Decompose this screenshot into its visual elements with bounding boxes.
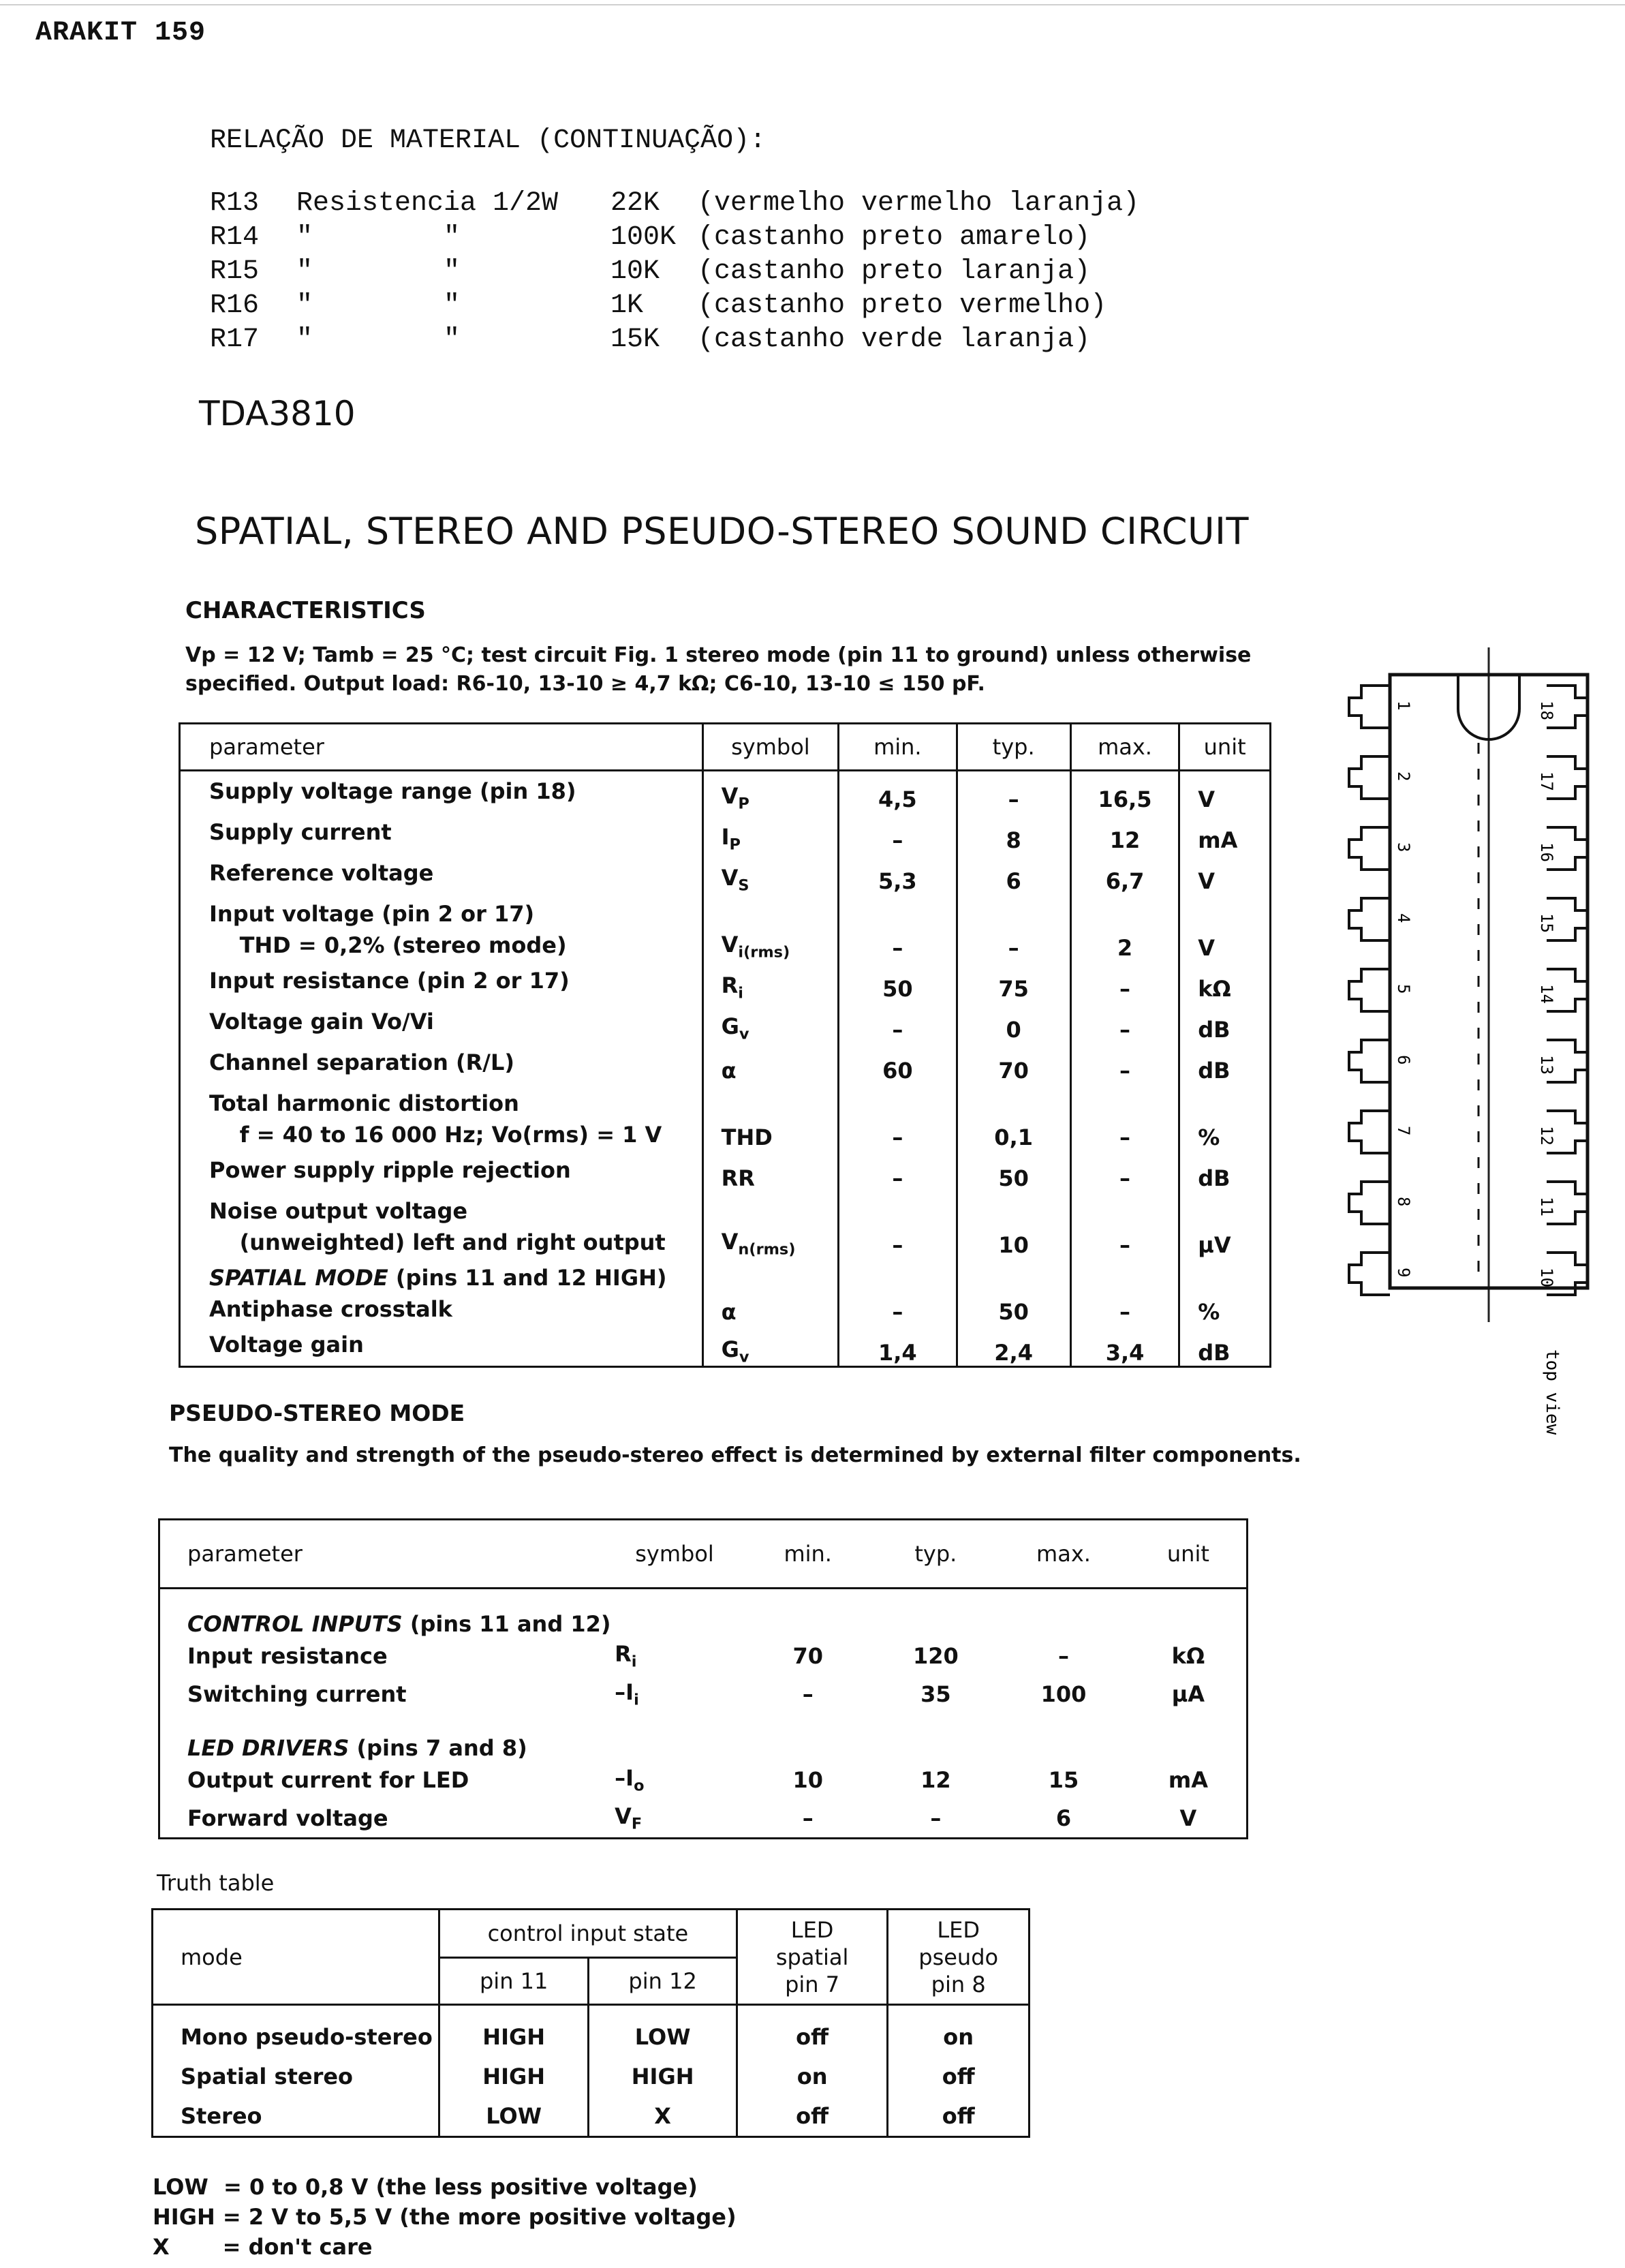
row-typ: 50	[957, 1150, 1070, 1191]
row-typ: 2,4	[957, 1325, 1070, 1367]
group-title: CONTROL INPUTS (pins 11 and 12)	[187, 1611, 611, 1637]
row-min: 4,5	[839, 771, 957, 813]
col-max: max.	[997, 1520, 1130, 1589]
col-parameter: parameter	[180, 724, 703, 771]
row-parameter: SPATIAL MODE (pins 11 and 12 HIGH) Antiphase crosstalk	[180, 1258, 703, 1325]
characteristics-table	[179, 722, 1271, 1368]
pin-number: 1	[1394, 701, 1413, 711]
row-parameter: Power supply ripple rejection	[180, 1150, 703, 1191]
row-parameter: Reference voltage	[180, 853, 703, 894]
material-desc: " "	[296, 222, 461, 253]
material-colors: (vermelho vermelho laranja)	[698, 188, 1140, 219]
col-min: min.	[839, 724, 957, 771]
right-pins	[1537, 686, 1588, 1295]
table-row	[153, 2057, 1030, 2096]
material-desc: Resistencia 1/2W	[296, 188, 559, 219]
row-min: –	[839, 1084, 957, 1150]
row-typ: 120	[912, 1643, 959, 1669]
truth-p12: HIGH	[589, 2057, 737, 2096]
legend-x: X = don't care	[153, 2234, 373, 2260]
pin-lead	[1349, 1253, 1390, 1295]
row-symbol: $R_i$	[702, 961, 839, 1002]
row-typ: 75	[957, 961, 1070, 1002]
material-ref: R16	[210, 290, 260, 321]
row-parameter: Supply current	[180, 812, 703, 853]
col-parameter: parameter	[159, 1520, 608, 1589]
pin-lead	[1349, 756, 1390, 799]
row-typ: 35	[920, 1681, 951, 1707]
row-parameter: Input voltage (pin 2 or 17) THD = 0,2% (stereo mode)	[180, 894, 703, 961]
table-row	[159, 1799, 1248, 1839]
conditions-line-1: Vp = 12 V; Tamb = 25 °C; test circuit Fig. 1 stereo mode (pin 11 to ground) unless otherwise	[185, 643, 1252, 667]
row-max: 6,7	[1070, 853, 1179, 894]
pin-number: 3	[1394, 842, 1413, 853]
row-parameter: Noise output voltage (unweighted) left and right output	[180, 1191, 703, 1258]
row-symbol: $G_v$	[702, 1002, 839, 1043]
pseudo-table	[158, 1518, 1248, 1839]
truth-pseudo: on	[888, 2005, 1030, 2057]
group-title: LED DRIVERS (pins 7 and 8)	[187, 1735, 527, 1761]
material-colors: (castanho verde laranja)	[698, 324, 1091, 355]
row-symbol: α	[702, 1258, 839, 1325]
row-max: 6	[1055, 1805, 1072, 1831]
row-min: –	[802, 1805, 814, 1831]
truth-spatial: off	[737, 2096, 888, 2137]
row-min: –	[839, 1002, 957, 1043]
table-row	[180, 961, 1271, 1002]
row-unit: V	[1179, 1805, 1197, 1831]
material-ref: R17	[210, 324, 260, 355]
group-row	[159, 1713, 1248, 1761]
table-row	[180, 1043, 1271, 1084]
row-min: 10	[792, 1767, 823, 1793]
truth-p12: LOW	[589, 2005, 737, 2057]
row-typ: 50	[957, 1258, 1070, 1325]
pin-number: 8	[1394, 1197, 1413, 1207]
row-max: 3,4	[1070, 1325, 1179, 1367]
row-unit: µV	[1198, 1232, 1231, 1258]
truth-table-caption: Truth table	[157, 1870, 275, 1896]
pin-number: 16	[1537, 842, 1556, 862]
conditions-line-2: specified. Output load: R6-10, 13-10 ≥ 4,7 kΩ; C6-10, 13-10 ≤ 150 pF.	[185, 672, 985, 696]
th-control: control input state	[439, 1910, 737, 1958]
pinout-diagram	[1322, 647, 1608, 1452]
row-symbol: $V_{i(rms)}$	[702, 894, 839, 961]
material-value: 1K	[610, 290, 644, 321]
row-unit: dB	[1198, 1340, 1231, 1366]
col-symbol: symbol	[608, 1520, 741, 1589]
pin-number: 4	[1394, 913, 1413, 923]
table-row	[180, 853, 1271, 894]
pin-number: 13	[1537, 1055, 1556, 1075]
page-header: ARAKIT 159	[35, 18, 206, 48]
truth-p11: HIGH	[439, 2057, 588, 2096]
page-title: SPATIAL, STEREO AND PSEUDO-STEREO SOUND CIRCUIT	[195, 510, 1249, 553]
row-max: 2	[1070, 894, 1179, 961]
row-max: –	[1070, 1258, 1179, 1325]
pin-number: 2	[1394, 771, 1413, 782]
row-parameter: Total harmonic distortion f = 40 to 16 000 Hz; Vo(rms) = 1 V	[180, 1084, 703, 1150]
pin-number: 12	[1537, 1126, 1556, 1146]
row-unit: µA	[1171, 1681, 1205, 1707]
row-symbol: α	[702, 1043, 839, 1084]
material-ref: R13	[210, 188, 260, 219]
row-symbol: $V_{n(rms)}$	[702, 1191, 839, 1258]
col-max: max.	[1070, 724, 1179, 771]
pin-lead	[1349, 1182, 1390, 1224]
row-parameter: Switching current	[187, 1681, 407, 1707]
row-symbol: $I_P$	[702, 812, 839, 853]
group-row	[159, 1589, 1248, 1638]
material-ref: R14	[210, 222, 260, 253]
row-typ: 0,1	[957, 1084, 1070, 1150]
row-unit: kΩ	[1171, 1643, 1205, 1669]
row-min: 50	[839, 961, 957, 1002]
row-symbol: RR	[702, 1150, 839, 1191]
truth-pseudo: off	[888, 2096, 1030, 2137]
table-row	[180, 1002, 1271, 1043]
th-led-spatial: LED spatial pin 7	[737, 1910, 888, 2005]
material-desc: " "	[296, 256, 461, 287]
top-rule	[0, 4, 1625, 5]
row-max: –	[1057, 1643, 1069, 1669]
row-parameter: Output current for LED	[187, 1767, 469, 1793]
row-parameter: Supply voltage range (pin 18)	[180, 771, 703, 813]
truth-p12: X	[589, 2096, 737, 2137]
col-typ: typ.	[875, 1520, 997, 1589]
row-unit: %	[1198, 1299, 1220, 1325]
truth-pseudo: off	[888, 2057, 1030, 2096]
pin-lead	[1349, 898, 1390, 940]
material-value: 15K	[610, 324, 660, 355]
row-typ: 70	[957, 1043, 1070, 1084]
row-parameter: Forward voltage	[187, 1805, 388, 1831]
row-unit: mA	[1198, 827, 1238, 853]
pin-number: 7	[1394, 1126, 1413, 1136]
truth-table	[151, 1908, 1030, 2138]
row-typ: –	[957, 771, 1070, 813]
row-max: 15	[1048, 1767, 1079, 1793]
pin-lead	[1349, 686, 1390, 728]
table-row	[180, 1084, 1271, 1150]
material-value: 22K	[610, 188, 660, 219]
pseudo-text: The quality and strength of the pseudo-stereo effect is determined by external filter components.	[169, 1443, 1301, 1467]
pin-number: 6	[1394, 1055, 1413, 1065]
row-max: –	[1070, 961, 1179, 1002]
material-colors: (castanho preto amarelo)	[698, 222, 1091, 253]
legend-low: LOW = 0 to 0,8 V (the less positive voltage)	[153, 2174, 698, 2200]
material-ref: R15	[210, 256, 260, 287]
row-min: 70	[792, 1643, 823, 1669]
truth-mode: Mono pseudo-stereo	[153, 2005, 439, 2057]
row-symbol: $V_F$	[615, 1803, 643, 1833]
table-row	[180, 1325, 1271, 1367]
table-row	[159, 1637, 1248, 1675]
row-max: –	[1070, 1043, 1179, 1084]
row-typ: 0	[957, 1002, 1070, 1043]
table-row	[180, 1150, 1271, 1191]
row-max: 100	[1040, 1681, 1087, 1707]
col-unit: unit	[1130, 1520, 1248, 1589]
row-typ: –	[930, 1805, 942, 1831]
row-unit: dB	[1198, 1058, 1231, 1084]
col-typ: typ.	[957, 724, 1070, 771]
truth-spatial: off	[737, 2005, 888, 2057]
table-row	[180, 771, 1271, 813]
col-min: min.	[741, 1520, 875, 1589]
left-pins	[1349, 686, 1413, 1295]
legend-high: HIGH = 2 V to 5,5 V (the more positive voltage)	[153, 2204, 737, 2230]
row-max: –	[1070, 1191, 1179, 1258]
pin-number: 17	[1537, 771, 1556, 791]
top-view-caption: top view	[1542, 1349, 1562, 1435]
row-symbol: THD	[702, 1084, 839, 1150]
truth-p11: LOW	[439, 2096, 588, 2137]
row-typ: –	[957, 894, 1070, 961]
row-min: –	[839, 1191, 957, 1258]
row-min: 60	[839, 1043, 957, 1084]
pin-number: 18	[1537, 701, 1556, 720]
row-max: –	[1070, 1002, 1179, 1043]
truth-mode: Spatial stereo	[153, 2057, 439, 2096]
pin-lead	[1349, 969, 1390, 1011]
material-title: RELAÇÃO DE MATERIAL (CONTINUAÇÃO):	[210, 125, 767, 156]
th-pin11: pin 11	[439, 1958, 588, 2005]
row-symbol: $-I_o$	[615, 1765, 645, 1795]
table-row	[159, 1675, 1248, 1713]
pin-lead	[1349, 827, 1390, 870]
row-min: –	[839, 812, 957, 853]
material-desc: " "	[296, 290, 461, 321]
row-unit: dB	[1198, 1017, 1231, 1043]
pin-number: 15	[1537, 913, 1556, 933]
row-symbol: $-I_i$	[615, 1679, 639, 1709]
material-colors: (castanho preto laranja)	[698, 256, 1091, 287]
row-typ: 10	[957, 1191, 1070, 1258]
row-max: –	[1070, 1084, 1179, 1150]
row-unit: %	[1198, 1124, 1220, 1150]
table-row	[153, 2096, 1030, 2137]
row-unit: V	[1198, 786, 1216, 812]
row-min: –	[802, 1681, 814, 1707]
table-row	[180, 1258, 1271, 1325]
row-symbol: $R_i$	[615, 1641, 637, 1671]
table-row	[180, 894, 1271, 961]
row-parameter: Voltage gain Vo/Vi	[180, 1002, 703, 1043]
row-max: –	[1070, 1150, 1179, 1191]
row-parameter: Channel separation (R/L)	[180, 1043, 703, 1084]
table-row	[180, 812, 1271, 853]
table-row	[180, 1191, 1271, 1258]
pin-lead	[1349, 1111, 1390, 1153]
row-parameter: Input resistance	[187, 1643, 388, 1669]
row-typ: 8	[957, 812, 1070, 853]
material-value: 100K	[610, 222, 677, 253]
truth-p11: HIGH	[439, 2005, 588, 2057]
table-row	[159, 1761, 1248, 1799]
row-parameter: Input resistance (pin 2 or 17)	[180, 961, 703, 1002]
row-min: 5,3	[839, 853, 957, 894]
row-unit: V	[1198, 868, 1216, 894]
row-unit: kΩ	[1198, 976, 1231, 1002]
row-min: –	[839, 1150, 957, 1191]
row-unit: V	[1198, 935, 1216, 961]
col-unit: unit	[1179, 724, 1271, 771]
row-min: 1,4	[839, 1325, 957, 1367]
row-parameter: Voltage gain	[180, 1325, 703, 1367]
th-mode: mode	[153, 1910, 439, 2005]
spatial-mode-subheading: SPATIAL MODE (pins 11 and 12 HIGH)	[209, 1265, 667, 1291]
pin-number: 11	[1537, 1197, 1556, 1216]
pin-number: 5	[1394, 984, 1413, 994]
pin-number: 10	[1537, 1268, 1556, 1287]
th-pin12: pin 12	[589, 1958, 737, 2005]
row-typ: 12	[920, 1767, 951, 1793]
material-colors: (castanho preto vermelho)	[698, 290, 1107, 321]
pin-lead	[1349, 1040, 1390, 1082]
row-unit: dB	[1198, 1165, 1231, 1191]
material-value: 10K	[610, 256, 660, 287]
row-min: –	[839, 894, 957, 961]
truth-spatial: on	[737, 2057, 888, 2096]
truth-mode: Stereo	[153, 2096, 439, 2137]
pseudo-heading: PSEUDO-STEREO MODE	[169, 1400, 465, 1426]
table-row	[153, 2005, 1030, 2057]
characteristics-heading: CHARACTERISTICS	[185, 597, 426, 624]
col-symbol: symbol	[702, 724, 839, 771]
pin-number: 14	[1537, 984, 1556, 1004]
row-max: 16,5	[1070, 771, 1179, 813]
row-max: 12	[1070, 812, 1179, 853]
row-symbol: $V_P$	[702, 771, 839, 813]
row-typ: 6	[957, 853, 1070, 894]
row-unit: mA	[1168, 1767, 1208, 1793]
material-desc: " "	[296, 324, 461, 355]
th-led-pseudo: LED pseudo pin 8	[888, 1910, 1030, 2005]
part-number: TDA3810	[199, 394, 356, 433]
row-symbol: $G_v$	[702, 1325, 839, 1367]
pin-number: 9	[1394, 1268, 1413, 1278]
row-symbol: $V_S$	[702, 853, 839, 894]
row-min: –	[839, 1258, 957, 1325]
